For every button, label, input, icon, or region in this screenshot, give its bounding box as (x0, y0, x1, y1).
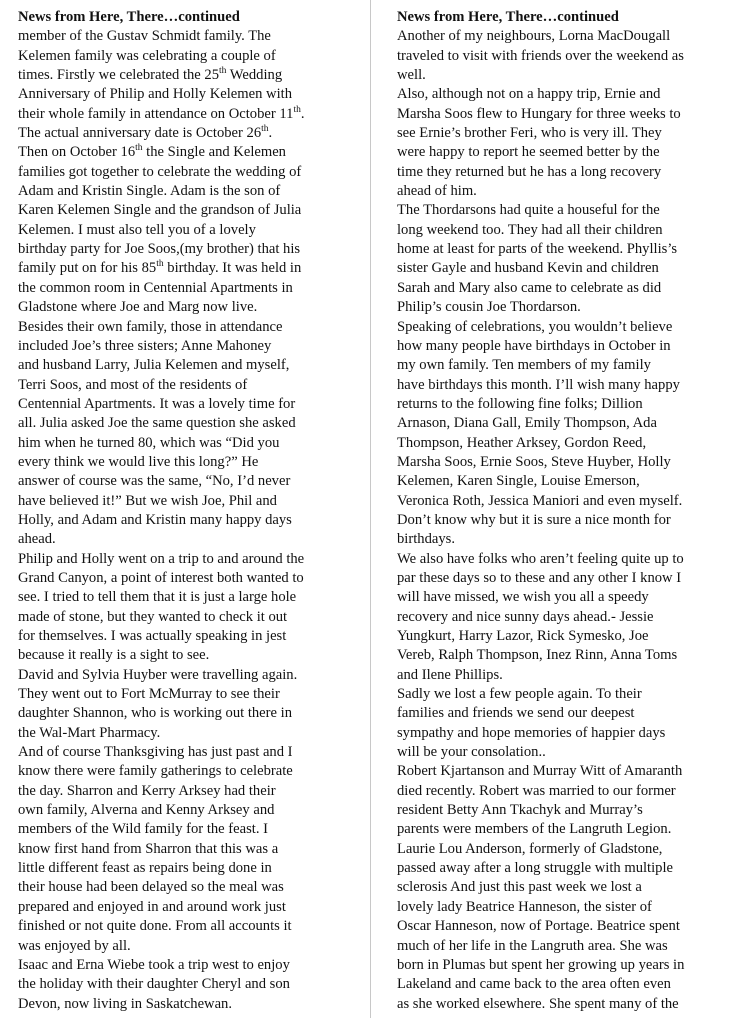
text-line: Kelemen. I must also tell you of a lovely (18, 221, 256, 238)
text-line: as she worked elsewhere. She spent many of the (397, 995, 679, 1012)
text-line: were happy to report he seemed better by the (397, 144, 660, 161)
text-line: We also have folks who aren’t feeling quite up to (397, 550, 684, 567)
text-line: resident Betty Ann Tkachyk and Murray’s (397, 802, 643, 819)
text-line: Centennial Apartments. It was a lovely time for (18, 395, 296, 412)
text-line: returns to the following fine folks; Dillion (397, 395, 643, 412)
text-line: know there were family gatherings to celebrate (18, 763, 293, 780)
text-line: Terri Soos, and most of the residents of (18, 376, 248, 393)
text-line: Holly, and Adam and Kristin many happy days (18, 511, 292, 528)
text-line: Karen Kelemen Single and the grandson of Julia (18, 202, 302, 219)
text-line: Philip and Holly went on a trip to and around the (18, 550, 305, 567)
left-column (18, 8, 358, 1018)
text-line: Yungkurt, Harry Lazor, Rick Symesko, Joe (397, 628, 649, 644)
text-line: included Joe’s three sisters; Anne Mahoney (18, 337, 272, 354)
text-line: home at least for parts of the weekend. Phyllis’s (397, 241, 678, 258)
text-line: Speaking of celebrations, you wouldn’t believe (397, 318, 673, 335)
text-line: traveled to visit with friends over the weekend as (397, 47, 684, 64)
text-line: Anniversary of Philip and Holly Kelemen with (18, 86, 292, 103)
text-line: Don’t know why but it is sure a nice month for (397, 511, 671, 528)
text-line: him when he turned 80, which was “Did you (18, 434, 280, 451)
text-line: have birthdays this month. I’ll wish many happy (397, 376, 680, 393)
text-line: their house had been delayed so the meal was (18, 879, 284, 896)
right-column-heading: News from Here, There…continued (397, 9, 619, 25)
text-line: Isaac and Erna Wiebe took a trip west to enjoy (18, 956, 290, 973)
text-line: Sarah and Mary also came to celebrate as did (397, 279, 662, 296)
text-line: recovery and nice sunny days ahead.- Jessie (397, 608, 654, 625)
text-line: sclerosis And just this past week we lost a (397, 879, 642, 896)
text-line: ahead. (18, 531, 56, 548)
column-divider (370, 0, 371, 1018)
text-line: will be your consolation.. (397, 744, 546, 761)
text-line: The Thordarsons had quite a houseful for the (397, 202, 660, 219)
text-line: Besides their own family, those in attendance (18, 318, 283, 335)
text-line: because it really is a sight to see. (18, 647, 210, 664)
text-line: how many people have birthdays in October in (397, 337, 671, 354)
text-line: Then on October 16th the Single and Kelemen (18, 143, 286, 161)
text-line: The actual anniversary date is October 26th. (18, 124, 273, 142)
text-line: will have missed, we wish you all a speedy (397, 589, 649, 606)
text-line: see. I tried to tell them that it is just a large hole (18, 589, 297, 606)
text-line: sympathy and hope memories of happier days (397, 724, 666, 741)
text-line: born in Plumas but spent her growing up years in (397, 956, 685, 973)
text-line: every think we would live this long?” He (18, 453, 259, 470)
right-column (397, 8, 745, 1018)
text-line: know first hand from Sharron that this was a (18, 840, 279, 857)
text-line: families and friends we send our deepest (397, 705, 635, 722)
text-line: Laurie Lou Anderson, formerly of Gladstone, (397, 840, 663, 857)
text-line: They went out to Fort McMurray to see their (18, 686, 280, 703)
text-line: Marsha Soos flew to Hungary for three weeks to (397, 105, 681, 122)
text-line: their whole family in attendance on October 11th. (18, 104, 305, 122)
text-line: died recently. Robert was married to our former (397, 782, 676, 799)
text-line: the common room in Centennial Apartments in (18, 279, 293, 296)
text-line: Adam and Kristin Single. Adam is the son of (18, 183, 281, 200)
text-line: prepared and enjoyed in and around work just (18, 898, 286, 915)
text-line: member of the Gustav Schmidt family. The (18, 28, 271, 45)
text-line: Lakeland and came back to the area often even (397, 976, 671, 993)
text-line: and Ilene Phillips. (397, 666, 503, 683)
text-line: much of her life in the Langruth area. She was (397, 937, 668, 954)
text-line: Devon, now living in Saskatchewan. (18, 995, 233, 1012)
text-line: lovely lady Beatrice Hanneson, the sister of (397, 898, 652, 915)
text-line: family put on for his 85th birthday. It was held in (18, 259, 302, 277)
text-line: times. Firstly we celebrated the 25th Wedding (18, 66, 283, 84)
text-line: made of stone, but they wanted to check it out (18, 608, 288, 625)
text-line: Another of my neighbours, Lorna MacDougall (397, 28, 671, 45)
text-line: Veronica Roth, Jessica Maniori and even myself. (397, 492, 683, 509)
text-line: the Wal-Mart Pharmacy. (18, 724, 161, 741)
text-line: answer of course was the same, “No, I’d never (18, 473, 291, 490)
text-line: Kelemen family was celebrating a couple of (18, 47, 276, 64)
text-line: all. Julia asked Joe the same question she asked (18, 415, 296, 432)
text-line: finished or not quite done. From all accounts it (18, 918, 292, 935)
text-line: well. (397, 67, 426, 84)
text-line: Grand Canyon, a point of interest both wanted to (18, 569, 304, 586)
text-line: Philip’s cousin Joe Thordarson. (397, 299, 581, 316)
text-line: and husband Larry, Julia Kelemen and myself, (18, 357, 290, 374)
text-line: Gladstone where Joe and Marg now live. (18, 299, 258, 316)
text-line: daughter Shannon, who is working out there in (18, 705, 292, 722)
text-line: members of the Wild family for the feast. I (18, 821, 268, 838)
text-line: Arnason, Diana Gall, Emily Thompson, Ada (397, 415, 657, 432)
text-line: for themselves. I was actually speaking in jest (18, 628, 287, 644)
text-line: Also, although not on a happy trip, Ernie and (397, 86, 661, 103)
text-line: Sadly we lost a few people again. To their (397, 686, 642, 703)
text-line: long weekend too. They had all their children (397, 221, 663, 238)
text-line: own family, Alverna and Kenny Arksey and (18, 802, 275, 819)
text-line: And of course Thanksgiving has just past and I (18, 744, 293, 761)
text-line: the day. Sharron and Kerry Arksey had their (18, 782, 276, 799)
text-line: David and Sylvia Huyber were travelling again. (18, 666, 298, 683)
text-line: birthday party for Joe Soos,(my brother) that his (18, 241, 301, 258)
left-column-heading: News from Here, There…continued (18, 9, 240, 25)
text-line: Thompson, Heather Arksey, Gordon Reed, (397, 434, 647, 451)
text-line: par these days so to these and any other I know I (397, 569, 682, 586)
text-line: parents were members of the Langruth Legion. (397, 821, 672, 838)
text-line: the holiday with their daughter Cheryl and son (18, 976, 290, 993)
text-line: see Ernie’s brother Feri, who is very ill. They (397, 125, 662, 142)
text-line: Robert Kjartanson and Murray Witt of Amaranth (397, 763, 683, 780)
text-line: time they returned but he has a long recovery (397, 163, 662, 180)
text-line: Kelemen, Karen Single, Louise Emerson, (397, 473, 640, 490)
text-line: was enjoyed by all. (18, 937, 131, 954)
text-line: families got together to celebrate the wedding of (18, 163, 302, 180)
text-line: ahead of him. (397, 183, 477, 200)
text-line: sister Gayle and husband Kevin and children (397, 260, 659, 277)
text-line: my own family. Ten members of my family (397, 357, 651, 374)
text-line: have believed it!” But we wish Joe, Phil and (18, 492, 277, 509)
text-line: Marsha Soos, Ernie Soos, Steve Huyber, Holly (397, 453, 671, 470)
text-line: Vereb, Ralph Thompson, Inez Rinn, Anna Toms (397, 647, 678, 664)
text-line: little different feast as repairs being done in (18, 860, 272, 877)
text-line: birthdays. (397, 531, 455, 548)
text-line: passed away after a long struggle with multiple (397, 860, 673, 877)
text-line: Oscar Hanneson, now of Portage. Beatrice spent (397, 918, 680, 935)
